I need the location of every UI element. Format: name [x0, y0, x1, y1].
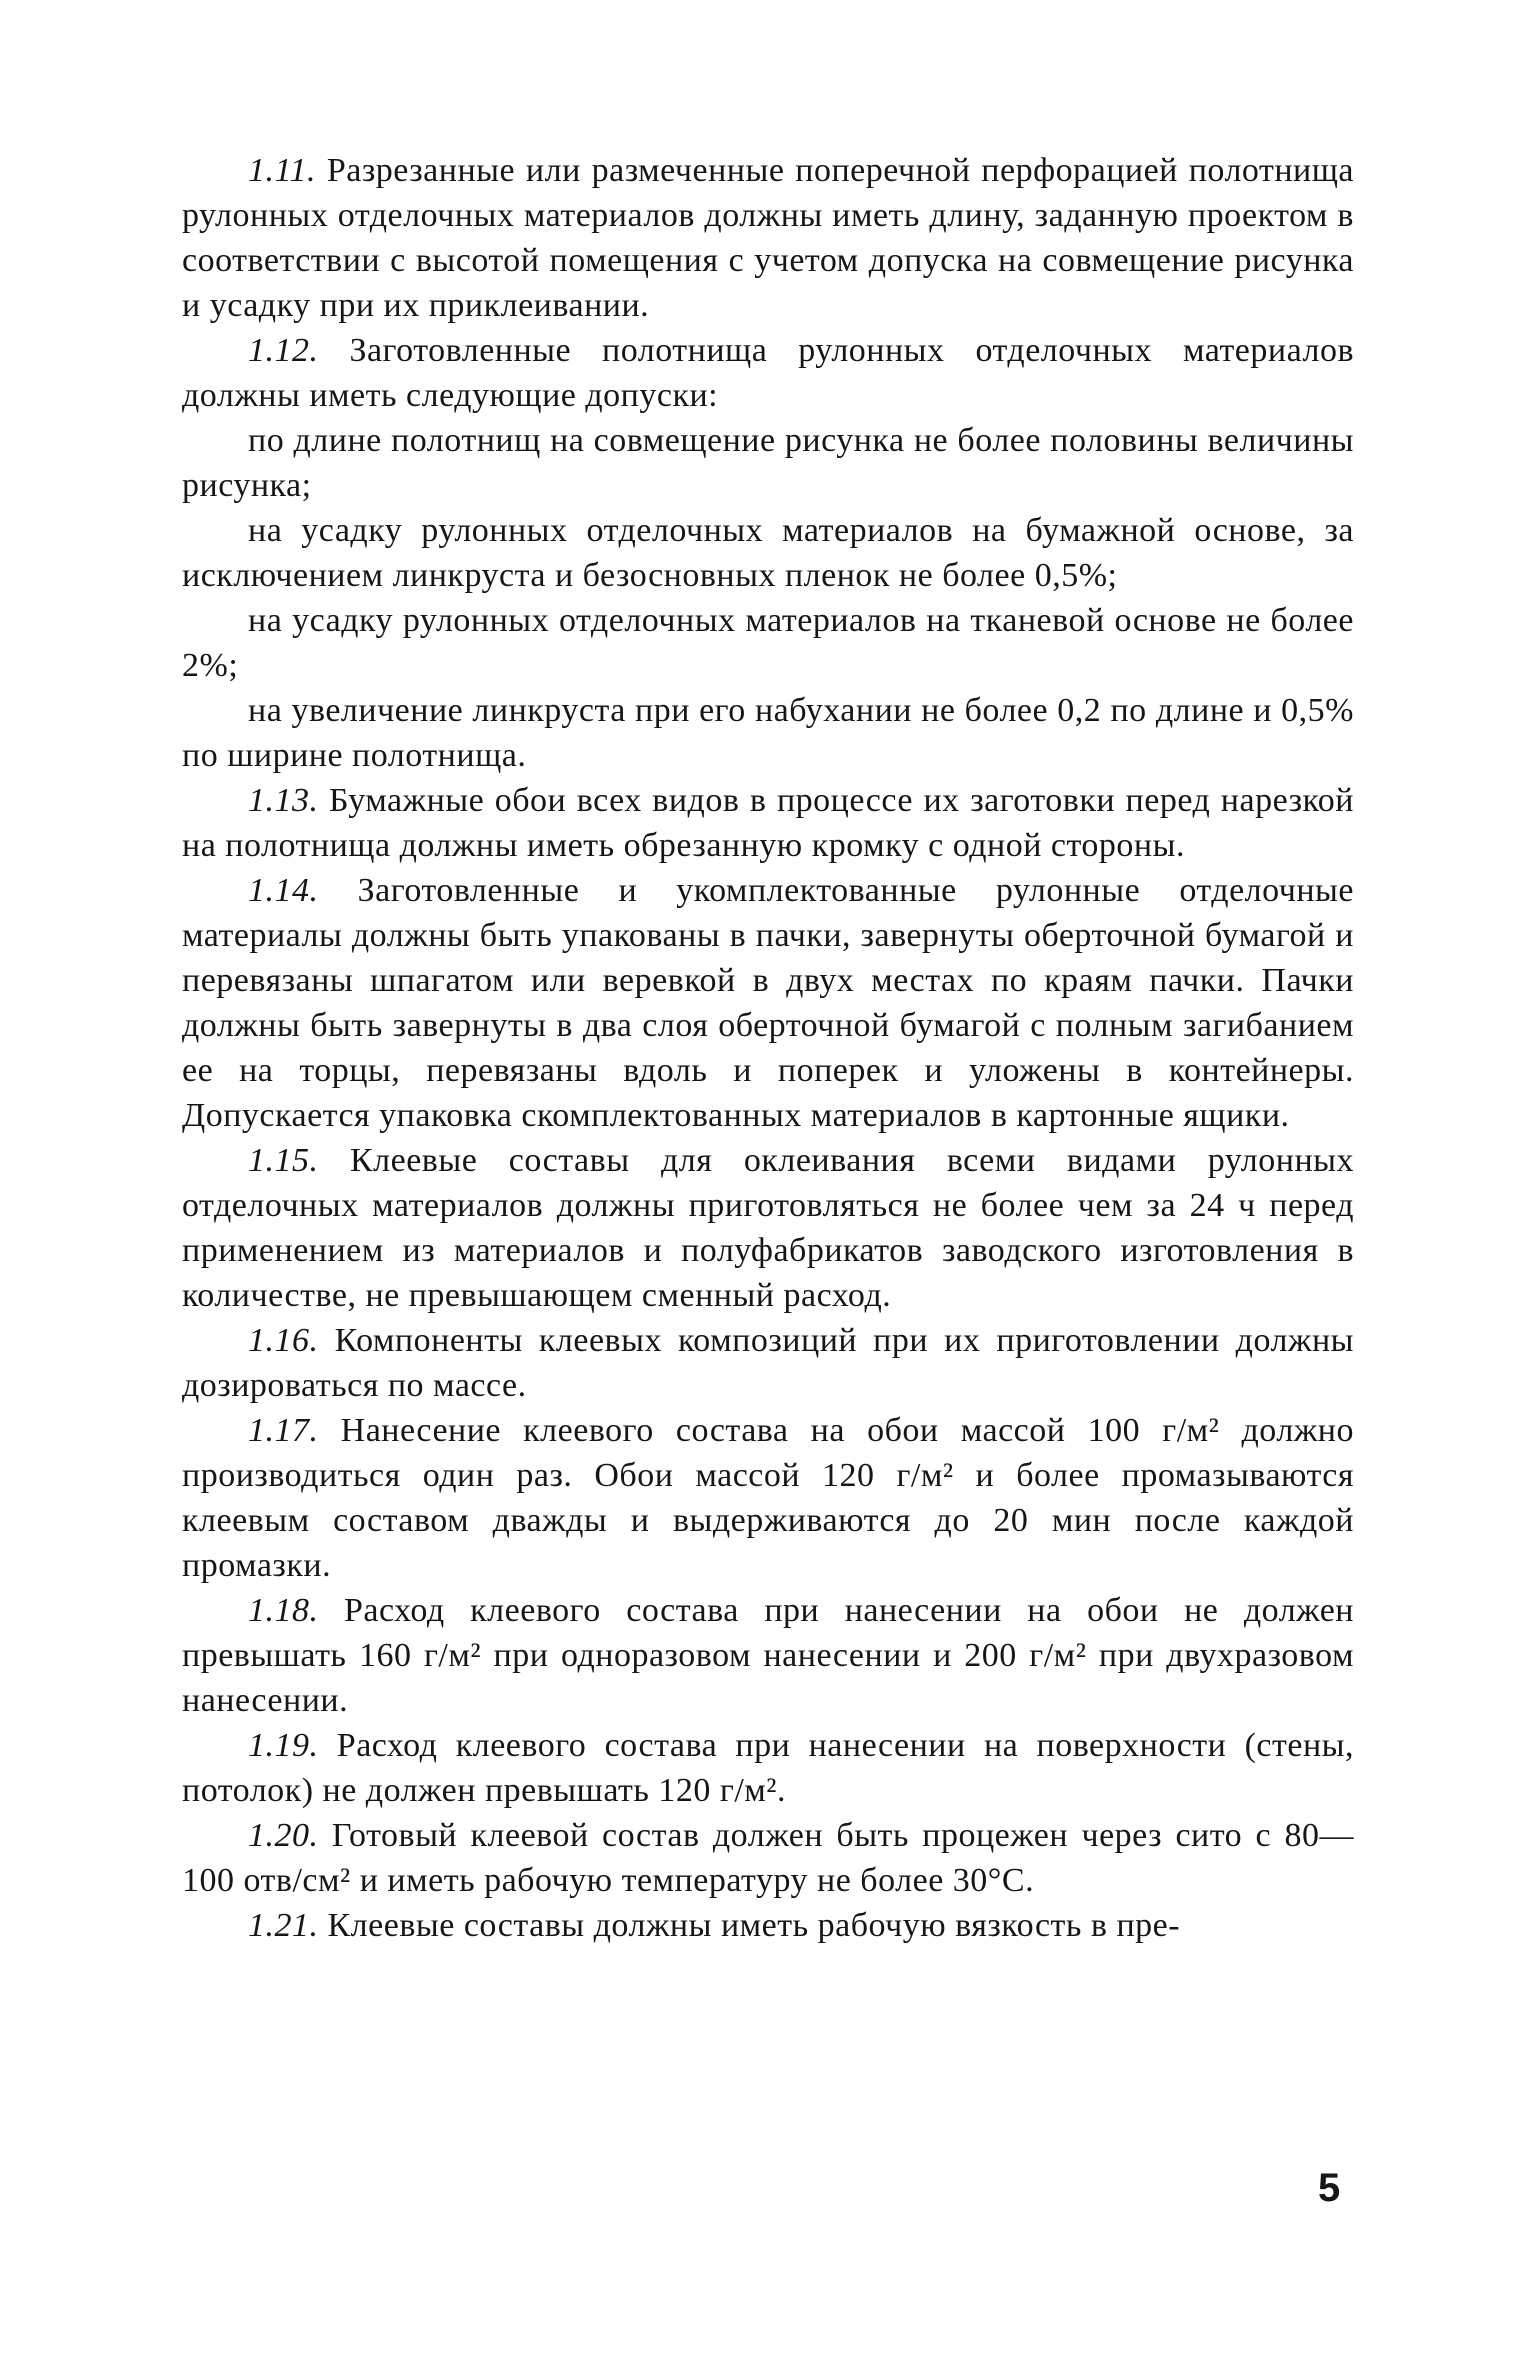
page-number: 5 — [1318, 2166, 1341, 2210]
paragraph-text: на увеличение линкруста при его набухании не более 0,2 по длине и 0,5% по ширине полотнища. — [182, 692, 1354, 774]
paragraph-text: Заготовленные полотнища рулонных отделочных материалов должны иметь следующие допуски: — [182, 332, 1355, 414]
paragraph-text: Расход клеевого состава при нанесении на обои не должен превышать 160 г/м² при одноразовом нанесении и 200 г/м² при двухразовом нанесении. — [182, 1592, 1354, 1719]
clause-number: 1.16. — [248, 1322, 319, 1359]
paragraph-text: Клеевые составы для оклеивания всеми видами рулонных отделочных материалов должны приготовляться не более чем за 24 ч перед применением из материалов и полуфабрикатов заводского изготовления в количестве, не превышающем сменный расход. — [182, 1142, 1355, 1314]
paragraph-text: Клеевые составы должны иметь рабочую вязкость в пре- — [327, 1907, 1181, 1944]
paragraph-1-12 — [182, 328, 1354, 418]
clause-number: 1.19. — [248, 1727, 319, 1764]
clause-number: 1.14. — [248, 872, 319, 909]
paragraph-1-15 — [182, 1138, 1354, 1318]
clause-number: 1.13. — [248, 782, 319, 819]
paragraph-1-20 — [182, 1813, 1354, 1903]
clause-number: 1.21. — [248, 1907, 319, 1944]
tolerance-item-lincrusta — [182, 688, 1354, 778]
tolerance-item-length — [182, 418, 1354, 508]
paragraph-1-21 — [182, 1903, 1354, 1948]
clause-number: 1.11. — [248, 152, 316, 189]
document-body — [182, 148, 1354, 1948]
paragraph-1-14 — [182, 868, 1354, 1138]
paragraph-text: Компоненты клеевых композиций при их приготовлении должны дозироваться по массе. — [182, 1322, 1355, 1404]
paragraph-1-19 — [182, 1723, 1354, 1813]
clause-number: 1.15. — [248, 1142, 319, 1179]
paragraph-text: на усадку рулонных отделочных материалов на тканевой основе не более 2%; — [182, 602, 1354, 684]
paragraph-1-16 — [182, 1318, 1354, 1408]
paragraph-text: Бумажные обои всех видов в процессе их заготовки перед нарезкой на полотнища должны иметь обрезанную кромку с одной стороны. — [182, 782, 1355, 864]
paragraph-1-18 — [182, 1588, 1354, 1723]
paragraph-text: Разрезанные или размеченные поперечной перфорацией полотнища рулонных отделочных материалов должны иметь длину, заданную проектом в соответствии с высотой помещения с учетом допуска на совмещение рисунка и усадку при их приклеивании. — [182, 152, 1354, 324]
clause-number: 1.17. — [248, 1412, 319, 1449]
paragraph-1-11 — [182, 148, 1354, 328]
paragraph-1-17 — [182, 1408, 1354, 1588]
paragraph-text: Расход клеевого состава при нанесении на поверхности (стены, потолок) не должен превышать 120 г/м². — [182, 1727, 1355, 1809]
paragraph-text: на усадку рулонных отделочных материалов на бумажной основе, за исключением линкруста и безосновных пленок не более 0,5%; — [182, 512, 1354, 594]
paragraph-text: Готовый клеевой состав должен быть процежен через сито с 80—100 отв/см² и иметь рабочую температуру не более 30°С. — [182, 1817, 1355, 1899]
tolerance-item-paper-shrinkage — [182, 508, 1354, 598]
clause-number: 1.12. — [248, 332, 319, 369]
paragraph-text: по длине полотнищ на совмещение рисунка не более половины величины рисунка; — [182, 422, 1354, 504]
clause-number: 1.20. — [248, 1817, 319, 1854]
paragraph-1-13 — [182, 778, 1354, 868]
paragraph-text: Нанесение клеевого состава на обои массой 100 г/м² должно производиться один раз. Обои массой 120 г/м² и более промазываются клеевым составом дважды и выдерживаются до 20 мин после каждой промазки. — [182, 1412, 1355, 1584]
clause-number: 1.18. — [248, 1592, 319, 1629]
paragraph-text: Заготовленные и укомплектованные рулонные отделочные материалы должны быть упакованы в пачки, завернуты оберточной бумагой и перевязаны шпагатом или веревкой в двух местах по краям пачки. Пачки должны быть завернуты в два слоя оберточной бумагой с полным загибанием ее на торцы, перевязаны вдоль и поперек и уложены в контейнеры. Допускается упаковка скомплектованных материалов в картонные ящики. — [182, 872, 1354, 1134]
tolerance-item-fabric-shrinkage — [182, 598, 1354, 688]
